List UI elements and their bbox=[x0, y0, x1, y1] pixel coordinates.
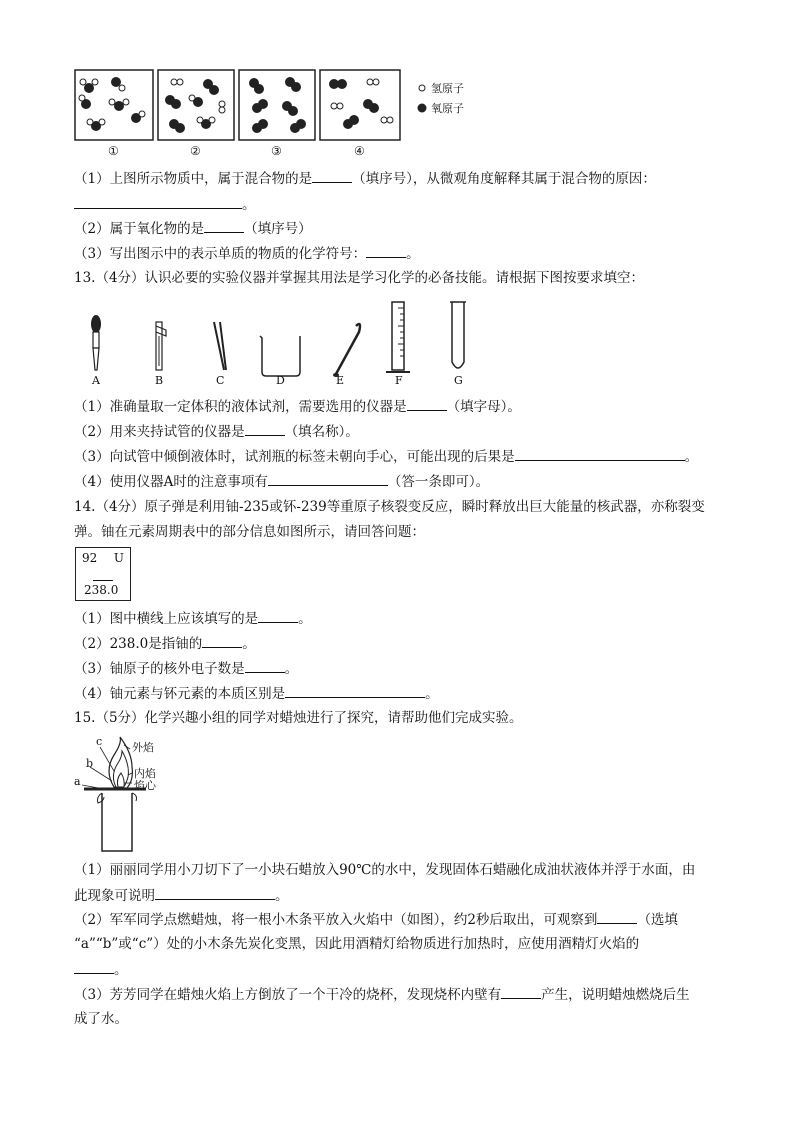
test-tube-icon bbox=[450, 302, 466, 368]
answer-blank[interactable] bbox=[258, 608, 298, 623]
q14-title-2: 弹。铀在元素周期表中的部分信息如图所示，请回答问题： bbox=[74, 524, 425, 540]
q15-line-2: 此现象可说明 。 bbox=[74, 885, 289, 906]
q15-line-6: （3）芳芳同学在蜡烛火焰上方倒放了一个干冷的烧杯，发现烧杯内壁有 产生，说明蜡烛燃烧后生 bbox=[74, 984, 690, 1005]
molecule-box-4 bbox=[320, 70, 400, 140]
legend-o-symbol bbox=[418, 104, 427, 113]
spatula-icon bbox=[333, 324, 360, 377]
flame-label-outer: 外焰 bbox=[132, 741, 154, 754]
instrument-label-b: B bbox=[155, 374, 164, 387]
molecule-figure bbox=[74, 68, 474, 160]
answer-blank[interactable] bbox=[245, 658, 285, 673]
molecule-box-2 bbox=[158, 70, 234, 140]
q14-line-3: （3）铀原子的核外电子数是 。 bbox=[74, 658, 298, 679]
instrument-label-g: G bbox=[454, 374, 463, 387]
legend-o-label: 氧原子 bbox=[431, 102, 464, 115]
atomic-number: 92 bbox=[82, 551, 98, 565]
answer-blank[interactable] bbox=[204, 218, 244, 233]
answer-blank[interactable] bbox=[285, 683, 425, 698]
caption-4: ④ bbox=[354, 144, 365, 158]
q12-line-2: 。 bbox=[74, 194, 256, 215]
q12-line-1: （1）上图所示物质中，属于混合物的是 （填序号），从微观角度解释其属于混合物的原因： bbox=[74, 168, 656, 189]
element-name-blank bbox=[93, 580, 113, 581]
q14-line-2: （2）238.0是指铀的 。 bbox=[74, 633, 256, 654]
q12-line-3: （2）属于氧化物的是 （填序号） bbox=[74, 218, 312, 239]
element-symbol: U bbox=[113, 551, 124, 565]
legend-h-symbol bbox=[419, 85, 425, 91]
flame-label-b: b bbox=[86, 757, 94, 770]
q14-title-1: 14.（4分）原子弹是利用铀-235或钚-239等重原子核裂变反应，瞬时释放出巨大能量的核武器，亦称裂变 bbox=[74, 499, 705, 515]
q15-line-1: （1）丽丽同学用小刀切下了一小块石蜡放入90℃的水中，发现固体石蜡融化成油状液体并浮于水面，由 bbox=[74, 862, 696, 878]
answer-blank[interactable] bbox=[366, 243, 406, 258]
instrument-figure bbox=[74, 296, 484, 388]
flame-label-core: 焰心 bbox=[134, 779, 156, 792]
flame-label-inner: 内焰 bbox=[134, 767, 156, 780]
q13-line-3: （3）向试管中倾倒液体时，试剂瓶的标签未朝向手心，可能出现的后果是 。 bbox=[74, 446, 698, 467]
answer-blank[interactable] bbox=[268, 471, 388, 486]
beaker-icon bbox=[260, 336, 300, 376]
candle-figure bbox=[74, 735, 174, 853]
answer-blank[interactable] bbox=[501, 984, 541, 999]
q13-line-1: （1）准确量取一定体积的液体试剂，需要选用的仪器是 （填字母）。 bbox=[74, 396, 521, 417]
answer-blank[interactable] bbox=[155, 885, 275, 900]
q12-line-4: （3）写出图示中的表示单质的物质的化学符号： 。 bbox=[74, 243, 420, 264]
answer-blank[interactable] bbox=[245, 421, 285, 436]
legend-h-label: 氢原子 bbox=[431, 82, 464, 95]
test-tube-holder-icon bbox=[156, 322, 166, 370]
answer-blank[interactable] bbox=[407, 396, 447, 411]
element-card bbox=[75, 547, 131, 601]
caption-3: ③ bbox=[271, 144, 282, 158]
q13-title: 13.（4分）认识必要的实验仪器并掌握其用法是学习化学的必备技能。请根据下图按要求填空： bbox=[74, 270, 645, 286]
answer-blank[interactable] bbox=[312, 168, 352, 183]
flame-label-c: c bbox=[96, 735, 103, 748]
answer-blank[interactable] bbox=[597, 909, 637, 924]
candle-drawing bbox=[74, 735, 174, 853]
q14-line-4: （4）铀元素与钚元素的本质区别是 。 bbox=[74, 683, 439, 704]
caption-1: ① bbox=[108, 144, 119, 158]
atomic-mass: 238.0 bbox=[84, 583, 119, 597]
q14-line-1: （1）图中横线上应该填写的是 。 bbox=[74, 608, 312, 629]
dropper-icon bbox=[91, 315, 101, 370]
instrument-label-f: F bbox=[395, 374, 403, 387]
flame-label-a: a bbox=[74, 775, 81, 788]
q15-line-3: （2）军军同学点燃蜡烛，将一根小木条平放入火焰中（如图），约2秒后取出，可观察到 （选填 bbox=[74, 909, 678, 930]
answer-blank[interactable] bbox=[74, 194, 242, 209]
q13-line-2: （2）用来夹持试管的仪器是 （填名称）。 bbox=[74, 421, 359, 442]
answer-blank[interactable] bbox=[515, 446, 685, 461]
q15-line-5: 。 bbox=[74, 959, 128, 980]
graduated-cylinder-icon bbox=[386, 302, 410, 372]
instrument-label-a: A bbox=[92, 374, 100, 387]
instrument-label-d: D bbox=[276, 374, 285, 387]
q15-title: 15.（5分）化学兴趣小组的同学对蜡烛进行了探究，请帮助他们完成实验。 bbox=[74, 710, 523, 726]
tweezers-icon bbox=[214, 322, 226, 370]
answer-blank[interactable] bbox=[202, 633, 242, 648]
caption-2: ② bbox=[190, 144, 201, 158]
q15-line-7: 成了水。 bbox=[74, 1011, 128, 1027]
instrument-label-c: C bbox=[216, 374, 225, 387]
q13-line-4: （4）使用仪器A时的注意事项有 （答一条即可）。 bbox=[74, 471, 489, 492]
molecule-box-3 bbox=[239, 70, 315, 140]
answer-blank[interactable] bbox=[74, 959, 114, 974]
instrument-label-e: E bbox=[336, 374, 345, 387]
molecule-box-1 bbox=[75, 70, 153, 140]
q15-line-4: “a”“b”或“c”）处的小木条先炭化变黑，因此用酒精灯给物质进行加热时，应使用酒精灯火焰的 bbox=[74, 936, 640, 952]
